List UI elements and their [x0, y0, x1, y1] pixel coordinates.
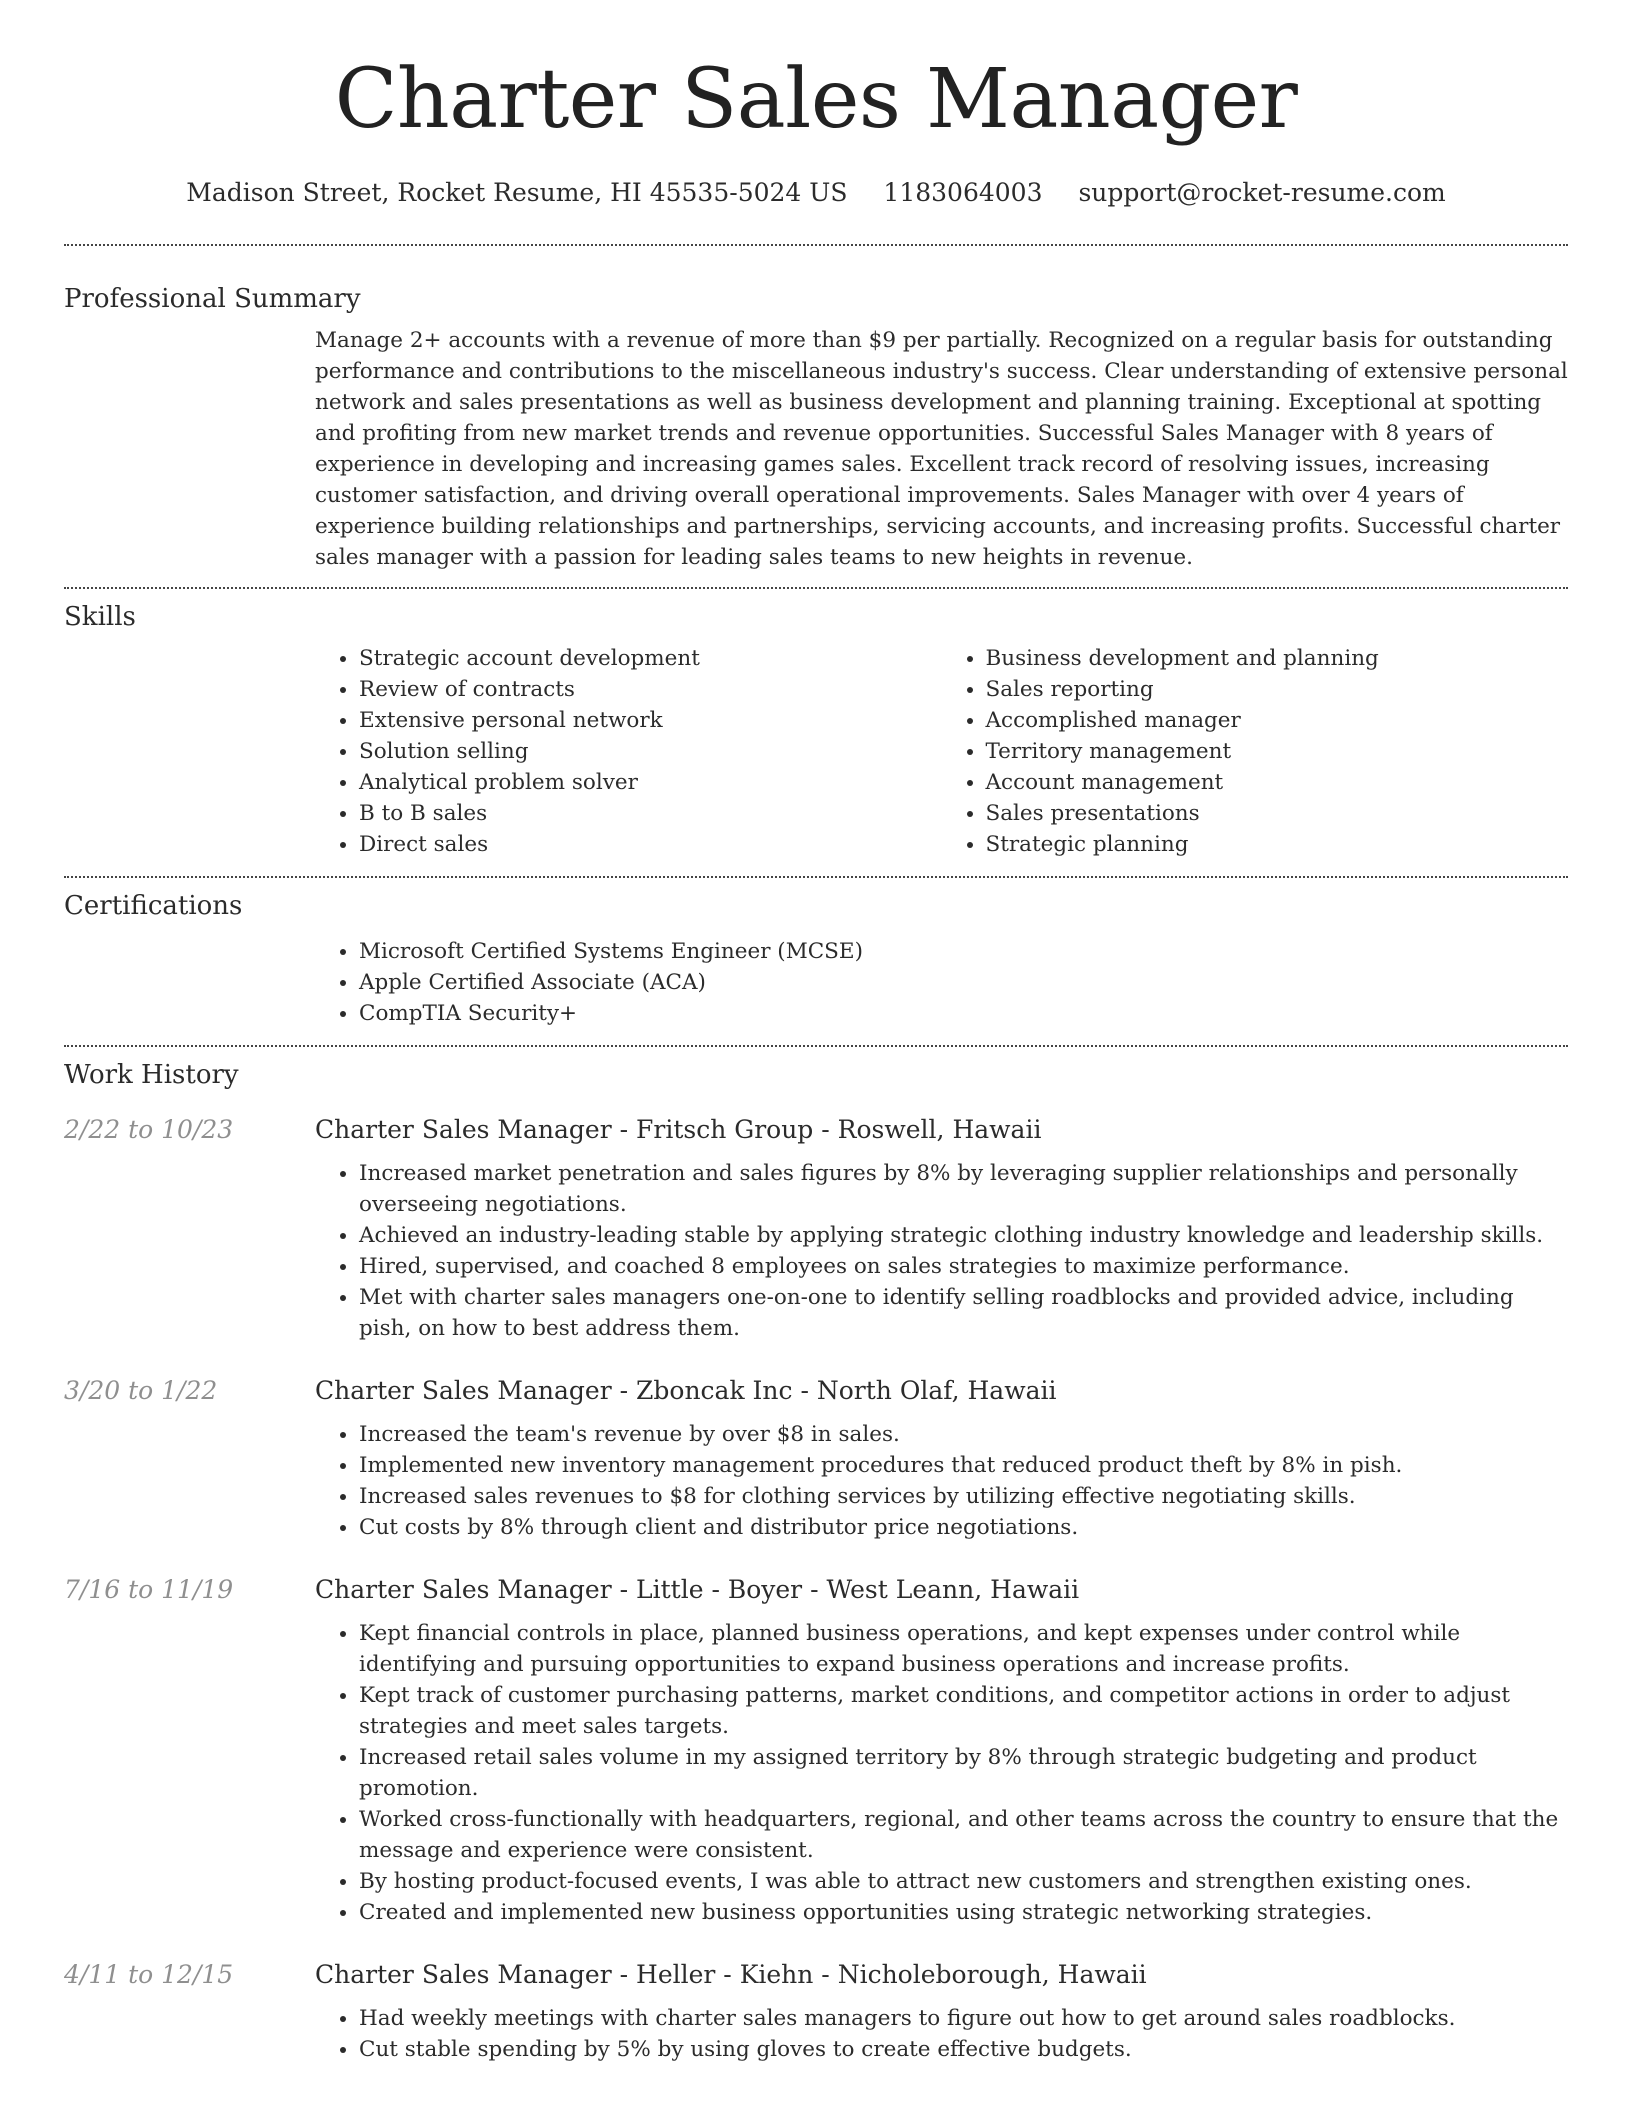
skill-item: • Solution selling: [359, 736, 942, 767]
job-bullet: • Worked cross-functionally with headquarters, regional, and other teams across the country to ensure that the message and experience were consistent.: [359, 1804, 1568, 1866]
job-date: 3/20 to 1/22: [64, 1376, 218, 1405]
skill-item: • Accomplished manager: [986, 705, 1569, 736]
job-bullet: • Cut stable spending by 5% by using gloves to create effective budgets.: [359, 2034, 1568, 2065]
skills-column-2: [942, 643, 1569, 860]
resume-name: Charter Sales Manager: [334, 52, 1298, 147]
job-bullet: • Hired, supervised, and coached 8 employees on sales strategies to maximize performance.: [359, 1251, 1568, 1282]
certifications-list: [315, 936, 1568, 1029]
skill-item: • Review of contracts: [359, 674, 942, 705]
job-title: Charter Sales Manager - Heller - Kiehn - Nicholeborough, Hawaii: [315, 1960, 1147, 1989]
skill-item: • Territory management: [986, 736, 1569, 767]
job-entry: [64, 1115, 1568, 1344]
job-bullet: • Met with charter sales managers one-on-one to identify selling roadblocks and provided advice, including pish, on how to best address them.: [359, 1282, 1568, 1344]
job-entry: [64, 1960, 1568, 2065]
job-bullets: [315, 1158, 1568, 1344]
job-bullet: • Had weekly meetings with charter sales managers to figure out how to get around sales roadblocks.: [359, 2003, 1568, 2034]
skill-item: • Extensive personal network: [359, 705, 942, 736]
divider: [64, 1045, 1568, 1047]
divider: [64, 244, 1568, 246]
summary-title: Professional Summary: [64, 284, 361, 314]
summary-section: [64, 283, 1568, 573]
certification-item: • CompTIA Security+: [359, 998, 1568, 1029]
job-entry: [64, 1376, 1568, 1543]
summary-content: [315, 325, 1568, 573]
job-bullets: [315, 1419, 1568, 1543]
contact-email[interactable]: support@rocket-resume.com: [1078, 178, 1446, 207]
certifications-content: [315, 936, 1568, 1029]
skill-item: • Direct sales: [359, 829, 942, 860]
summary-text: Manage 2+ accounts with a revenue of more than $9 per partially. Recognized on a regular basis for outstanding performance and contributions to the miscellaneous industry's success. Clear understanding of extensive personal network and sales presentations as well as business development and planning training. Exceptional at spotting and profiting from new market trends and revenue opportunities. Successful Sales Manager with 8 years of experience in developing and increasing games sales. Excellent track record of resolving issues, increasing customer satisfaction, and driving overall operational improvements. Sales Manager with over 4 years of experience building relationships and partnerships, servicing accounts, and increasing profits. Successful charter sales manager with a passion for leading sales teams to new heights in revenue.: [315, 328, 1568, 570]
skills-column-1: [315, 643, 942, 860]
skill-item: • Sales reporting: [986, 674, 1569, 705]
skill-item: • Account management: [986, 767, 1569, 798]
job-bullet: • Kept track of customer purchasing patterns, market conditions, and competitor actions in order to adjust strategies and meet sales targets.: [359, 1680, 1568, 1742]
job-bullet: • Increased sales revenues to $8 for clothing services by utilizing effective negotiating skills.: [359, 1481, 1568, 1512]
job-entry: [64, 1575, 1568, 1928]
job-bullet: • Kept financial controls in place, planned business operations, and kept expenses under control while identifying and pursuing opportunities to expand business operations and increase profits.: [359, 1618, 1568, 1680]
job-bullets: [315, 2003, 1568, 2065]
skill-item: • Analytical problem solver: [359, 767, 942, 798]
certifications-title: Certifications: [64, 891, 243, 921]
job-bullet: • Achieved an industry-leading stable by applying strategic clothing industry knowledge and leadership skills.: [359, 1220, 1568, 1251]
job-header: [64, 1115, 1568, 1144]
job-bullet: • Increased the team's revenue by over $8 in sales.: [359, 1419, 1568, 1450]
job-date: 2/22 to 10/23: [64, 1115, 234, 1144]
job-header: [64, 1960, 1568, 1989]
skill-item: • Strategic account development: [359, 643, 942, 674]
job-date: 7/16 to 11/19: [64, 1575, 234, 1604]
skills-section: [64, 601, 1568, 860]
divider: [64, 587, 1568, 589]
certifications-section: [64, 890, 1568, 1029]
resume-page: [64, 0, 1568, 2065]
job-title: Charter Sales Manager - Zboncak Inc - North Olaf, Hawaii: [315, 1376, 1057, 1405]
certification-item: • Apple Certified Associate (ACA): [359, 967, 1568, 998]
skill-item: • B to B sales: [359, 798, 942, 829]
job-bullet: • Cut costs by 8% through client and distributor price negotiations.: [359, 1512, 1568, 1543]
skill-item: • Sales presentations: [986, 798, 1569, 829]
contact-line: [64, 178, 1568, 208]
job-bullets: [315, 1618, 1568, 1928]
skill-item: • Strategic planning: [986, 829, 1569, 860]
job-title: Charter Sales Manager - Fritsch Group - Roswell, Hawaii: [315, 1115, 1042, 1144]
job-bullet: • Created and implemented new business opportunities using strategic networking strategies.: [359, 1897, 1568, 1928]
job-date: 4/11 to 12/15: [64, 1960, 234, 1989]
job-header: [64, 1376, 1568, 1405]
certification-item: • Microsoft Certified Systems Engineer (MCSE): [359, 936, 1568, 967]
contact-address: Madison Street, Rocket Resume, HI 45535-5024 US: [186, 178, 848, 207]
skills-grid: [315, 643, 1568, 860]
job-bullet: • Increased retail sales volume in my assigned territory by 8% through strategic budgeting and product promotion.: [359, 1742, 1568, 1804]
job-bullet: • Increased market penetration and sales figures by 8% by leveraging supplier relationships and personally overseeing negotiations.: [359, 1158, 1568, 1220]
job-bullet: • Implemented new inventory management procedures that reduced product theft by 8% in pish.: [359, 1450, 1568, 1481]
job-header: [64, 1575, 1568, 1604]
skill-item: • Business development and planning: [986, 643, 1569, 674]
contact-phone: 1183064003: [883, 178, 1043, 207]
work-history-title: Work History: [64, 1060, 239, 1090]
skills-title: Skills: [64, 602, 136, 632]
job-bullet: • By hosting product-focused events, I was able to attract new customers and strengthen existing ones.: [359, 1866, 1568, 1897]
job-title: Charter Sales Manager - Little - Boyer - West Leann, Hawaii: [315, 1575, 1080, 1604]
divider: [64, 876, 1568, 878]
work-history-section: [64, 1059, 1568, 2065]
